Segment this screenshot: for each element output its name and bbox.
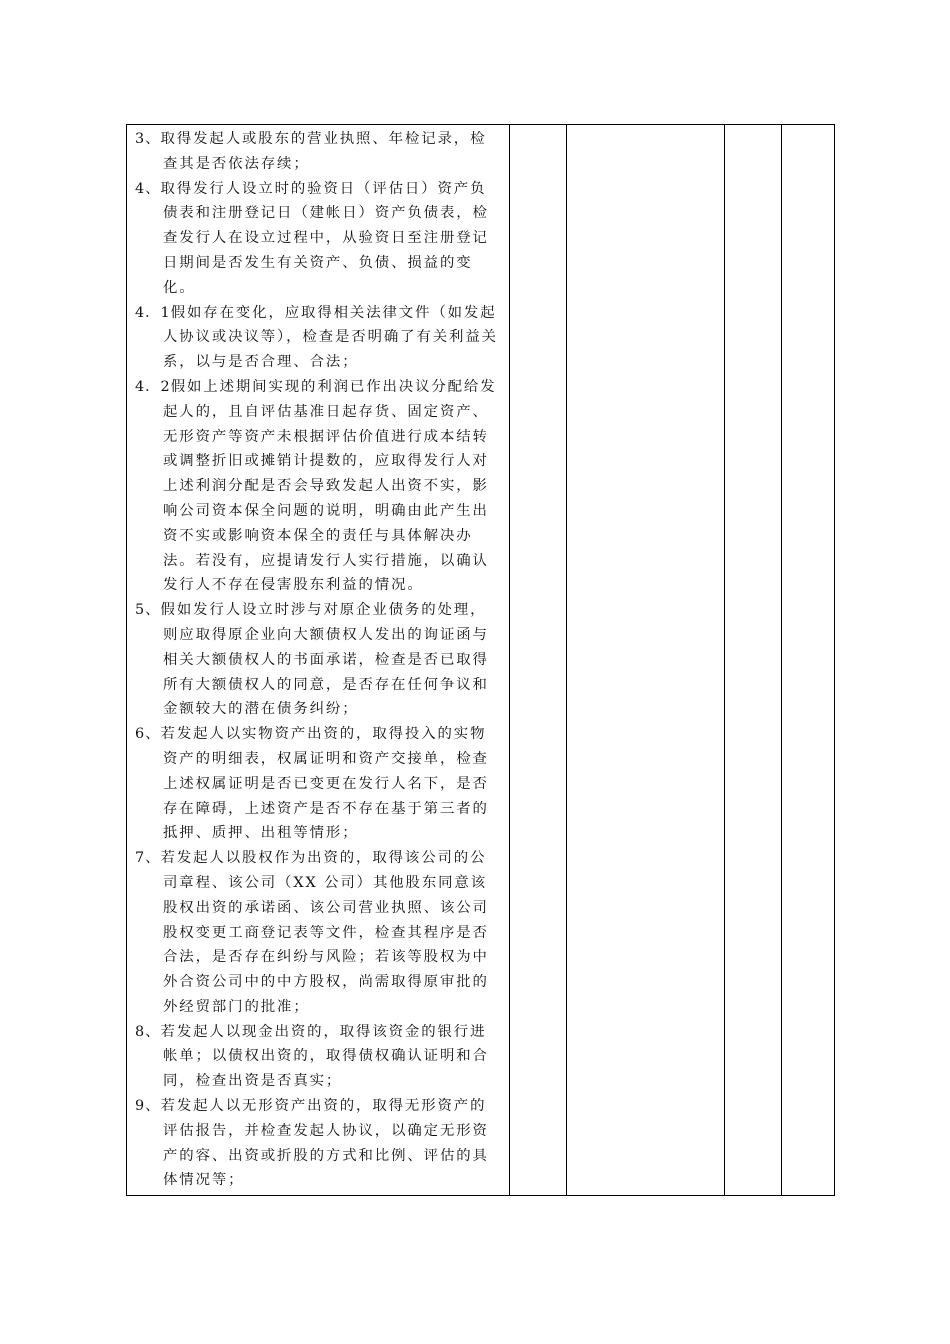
item-number: 4．2 bbox=[135, 378, 171, 395]
list-item bbox=[135, 301, 500, 375]
item-number: 3、 bbox=[135, 131, 161, 147]
item-text: 若发起人以实物资产出资的，取得投入的实物资产的明细表，权属证明和资产交接单，检查上述权属证明是否已变更在发行人名下，是否存在障碍，上述资产是否不存在基于第三者的抵押、质押、出租等情形； bbox=[160, 726, 489, 842]
item-number: 4．1 bbox=[135, 304, 171, 321]
procedure-list bbox=[127, 125, 509, 1193]
list-item bbox=[135, 598, 500, 722]
item-number: 5、 bbox=[135, 602, 161, 619]
item-text: 取得发行人设立时的验资日（评估日）资产负债表和注册登记日（建帐日）资产负债表，检查发行人在设立过程中，从验资日至注册登记日期间是否发生有关资产、负债、损益的变化。 bbox=[160, 180, 489, 296]
item-text: 假如发行人设立时涉与对原企业债务的处理，则应取得原企业向大额债权人发出的询证函与相关大额债权人的书面承诺，检查是否已取得所有大额债权人的同意，是否存在任何争议和金额较大的潜在债务纠纷； bbox=[160, 602, 489, 718]
item-text: 假如存在变化，应取得相关法律文件（如发起人协议或决议等），检查是否明确了有关利益关系，以与是否合理、合法； bbox=[163, 304, 498, 371]
item-text: 若发起人以无形资产出资的，取得无形资产的评估报告，并检查发起人协议，以确定无形资产的容、出资或折股的方式和比例、评估的具体情况等； bbox=[160, 1098, 489, 1189]
empty-cell bbox=[510, 125, 567, 1196]
empty-cell bbox=[782, 125, 835, 1196]
list-item bbox=[135, 177, 500, 301]
item-number: 7、 bbox=[135, 850, 161, 867]
list-item bbox=[135, 722, 500, 846]
list-item bbox=[135, 127, 500, 177]
empty-cell bbox=[725, 125, 782, 1196]
procedure-cell bbox=[127, 125, 510, 1196]
item-text: 若发起人以现金出资的，取得该资金的银行进帐单；以债权出资的，取得债权确认证明和合同，检查出资是否真实； bbox=[160, 1023, 489, 1090]
list-item bbox=[135, 375, 500, 598]
table-row bbox=[127, 125, 835, 1196]
item-number: 9、 bbox=[135, 1098, 161, 1115]
item-number: 6、 bbox=[135, 726, 161, 743]
item-text: 假如上述期间实现的利润已作出决议分配给发起人的，且自评估基准日起存货、固定资产、无形资产等资产未根据评估价值进行成本结转或调整折旧或摊销计提数的，应取得发行人对上述利润分配是否会导致发起人出资不实，影响公司资本保全问题的说明，明确由此产生出资不实或影响资本保全的责任与具体解决办法。若没有，应提请发行人实行措施，以确认发行人不存在侵害股东利益的情况。 bbox=[163, 378, 497, 594]
item-number: 4、 bbox=[135, 180, 161, 197]
item-text: 取得发起人或股东的营业执照、年检记录，检查其是否依法存续； bbox=[160, 131, 487, 172]
checklist-table bbox=[126, 124, 835, 1196]
list-item bbox=[135, 1094, 500, 1193]
item-number: 8、 bbox=[135, 1023, 161, 1040]
list-item bbox=[135, 1020, 500, 1094]
empty-cell bbox=[567, 125, 725, 1196]
item-text: 若发起人以股权作为出资的，取得该公司的公司章程、该公司（XX 公司）其他股东同意该股权出资的承诺函、该公司营业执照、该公司股权变更工商登记表等文件，检查其程序是否合法，是否存在纠纷与风险；若该等股权为中外合资公司中的中方股权，尚需取得原审批的外经贸部门的批准； bbox=[160, 850, 489, 1015]
list-item bbox=[135, 846, 500, 1020]
